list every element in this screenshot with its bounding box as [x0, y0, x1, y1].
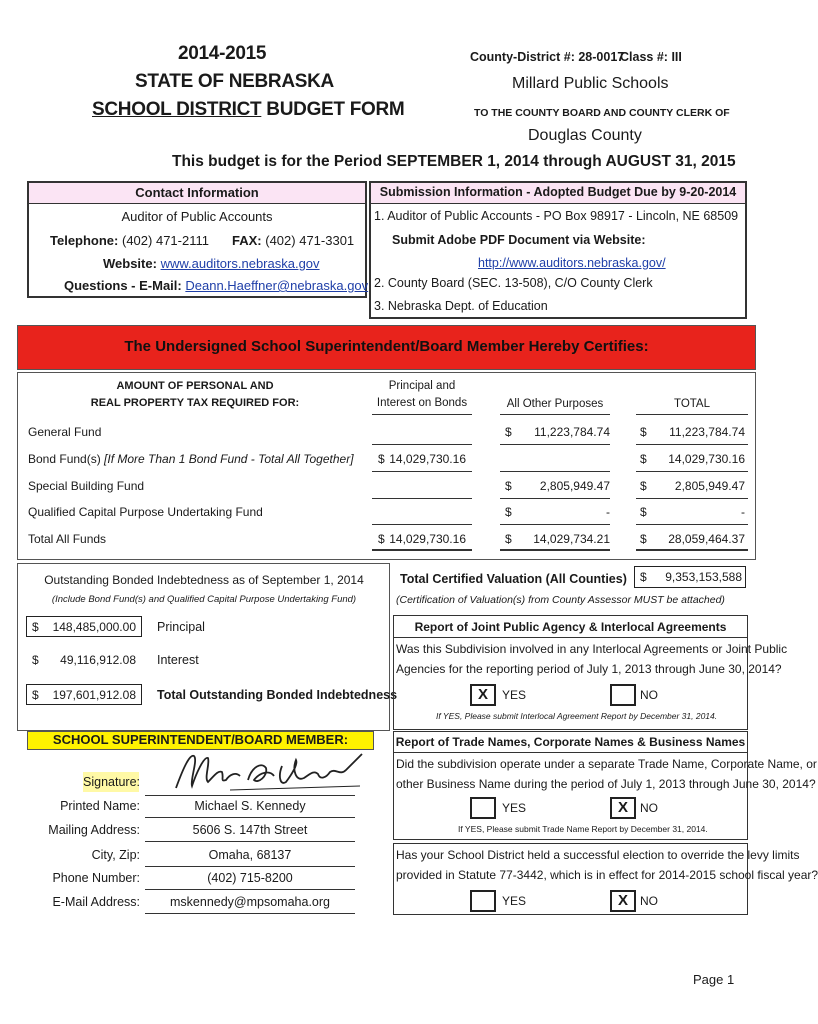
page-number: Page 1: [693, 972, 735, 987]
rule-pi-r2: [372, 498, 472, 499]
trade-yes-label: YES: [502, 801, 527, 815]
submission-line-2: 2. County Board (SEC. 13-508), C/O County Clerk: [374, 276, 653, 290]
interlocal-question-2: Agencies for the reporting period of July 1, 2013 through June 30, 2014?: [396, 662, 782, 676]
phone-value[interactable]: (402) 715-8200: [207, 871, 293, 885]
contact-telephone: [50, 233, 209, 248]
currency-sign: $: [640, 479, 647, 493]
submission-line-1: 1. Auditor of Public Accounts - PO Box 98917 - Lincoln, NE 68509: [374, 209, 739, 223]
contact-title: Contact Information: [135, 185, 259, 200]
row-label: Qualified Capital Purpose Undertaking Fund: [28, 505, 263, 519]
telephone-value: (402) 471-2111: [122, 233, 209, 248]
class-value: III: [671, 50, 682, 64]
city-value[interactable]: Omaha, 68137: [208, 848, 292, 862]
currency-sign: $: [32, 620, 39, 634]
email-link[interactable]: Deann.Haeffner@nebraska.gov: [185, 278, 369, 293]
bonded-box: [17, 563, 390, 731]
currency-sign: $: [505, 505, 512, 519]
row-total: 2,805,949.47: [674, 479, 745, 493]
row-total: 28,059,464.37: [668, 532, 745, 546]
bonded-title: Outstanding Bonded Indebtedness as of September 1, 2014: [44, 573, 364, 587]
trade-question-2: other Business Name during the period of July 1, 2013 through June 30, 2014?: [396, 777, 816, 791]
form-title-rest: BUDGET FORM: [261, 99, 405, 120]
rule-other-total: [500, 549, 610, 551]
city-rule: [145, 866, 355, 867]
mailing-rule: [145, 841, 355, 842]
contact-website: [103, 256, 320, 271]
trade-no-checkbox[interactable]: X: [610, 797, 636, 819]
telephone-label: Telephone:: [50, 233, 119, 248]
submission-url[interactable]: http://www.auditors.nebraska.gov/: [478, 256, 666, 270]
phone-label: Phone Number:: [52, 871, 140, 885]
currency-sign: $: [32, 653, 39, 667]
currency-sign: $: [640, 505, 647, 519]
contact-email: [64, 278, 368, 293]
submission-line-1b: Submit Adobe PDF Document via Website:: [392, 233, 646, 247]
currency-sign: $: [640, 532, 647, 546]
budget-period: This budget is for the Period SEPTEMBER 1, 2014 through AUGUST 31, 2015: [172, 153, 736, 170]
row-label: Special Building Fund: [28, 479, 145, 493]
rule-pi-r3: [372, 524, 472, 525]
mailing-label: Mailing Address:: [48, 823, 140, 837]
trade-note: If YES, Please submit Trade Name Report by December 31, 2014.: [458, 824, 708, 834]
row-other: 14,029,734.21: [533, 532, 610, 546]
county-district: [470, 50, 624, 64]
county-name: Douglas County: [528, 127, 642, 144]
printed-name-rule: [145, 817, 355, 818]
member-title: SCHOOL SUPERINTENDENT/BOARD MEMBER:: [52, 732, 349, 747]
interlocal-no-label: NO: [640, 688, 658, 702]
county-district-value: 28-0017: [578, 50, 625, 64]
trade-question-1: Did the subdivision operate under a separate Trade Name, Corporate Name, or: [396, 757, 817, 771]
row-other: 2,805,949.47: [539, 479, 610, 493]
levy-question-2: provided in Statute 77-3442, which is in effect for 2014-2015 school fiscal year?: [396, 868, 818, 882]
trade-yes-checkbox[interactable]: [470, 797, 496, 819]
col-pi-2: Interest on Bonds: [376, 397, 468, 409]
rule-total-r2: [636, 498, 748, 499]
certify-banner-text: The Undersigned School Superintendent/Board Member Hereby Certifies:: [124, 338, 649, 355]
rule-pi-r1: [372, 471, 472, 472]
rule-other-header: [500, 414, 610, 415]
submission-title: Submission Information - Adopted Budget Due by 9-20-2014: [379, 185, 737, 199]
rule-other-r3: [500, 524, 610, 525]
rule-pi-header: [372, 414, 472, 415]
rule-pi-total: [372, 549, 472, 551]
interlocal-yes-checkbox[interactable]: X: [470, 684, 496, 706]
principal-label: Principal: [157, 620, 205, 634]
tax-header-2: REAL PROPERTY TAX REQUIRED FOR:: [90, 397, 300, 409]
col-total: TOTAL: [674, 398, 710, 410]
printed-name-value[interactable]: Michael S. Kennedy: [194, 799, 306, 813]
currency-sign: $: [640, 425, 647, 439]
form-title: [92, 99, 404, 121]
currency-sign: $: [505, 479, 512, 493]
row-total: 11,223,784.74: [669, 425, 745, 439]
printed-name-label: Printed Name:: [60, 799, 140, 813]
trade-title-rule: [393, 752, 748, 753]
interlocal-question-1: Was this Subdivision involved in any Interlocal Agreements or Joint Public: [396, 642, 788, 656]
email-value[interactable]: mskennedy@mpsomaha.org: [170, 895, 330, 909]
valuation-note: (Certification of Valuation(s) from County Assessor MUST be attached): [396, 594, 725, 606]
rule-other-r2: [500, 498, 610, 499]
rule-other-r0: [500, 444, 610, 445]
county-district-label: County-District #:: [470, 50, 575, 64]
row-label-main: Bond Fund(s): [28, 452, 105, 466]
mailing-value[interactable]: 5606 S. 147th Street: [192, 823, 308, 837]
valuation-value: 9,353,153,588: [665, 570, 742, 584]
class-label: Class #:: [620, 50, 668, 64]
interlocal-yes-label: YES: [502, 688, 527, 702]
row-other: -: [606, 505, 610, 519]
principal-value: 148,485,000.00: [52, 620, 136, 634]
website-label: Website:: [103, 256, 157, 271]
signature-scribble: [170, 746, 370, 796]
col-pi-1: Principal and: [388, 380, 456, 392]
email-label: E-Mail Address:: [52, 895, 140, 909]
currency-sign: $: [378, 532, 385, 546]
interest-label: Interest: [157, 653, 199, 667]
row-label: General Fund: [28, 425, 102, 439]
row-other: 11,223,784.74: [534, 425, 610, 439]
rule-total-r3: [636, 524, 748, 525]
class-number: [620, 50, 682, 64]
currency-sign: $: [640, 452, 647, 466]
bonded-subtitle: (Include Bond Fund(s) and Qualified Capital Purpose Undertaking Fund): [51, 594, 357, 605]
currency-sign: $: [32, 688, 39, 702]
rule-total-total: [636, 549, 748, 551]
email-rule: [145, 913, 355, 914]
signature-field[interactable]: [170, 746, 370, 796]
form-year: 2014-2015: [178, 43, 267, 64]
currency-sign: $: [505, 532, 512, 546]
levy-question-1: Has your School District held a successful election to override the levy limits: [396, 848, 800, 862]
row-total: -: [741, 505, 745, 519]
row-label: [28, 452, 354, 466]
total-bonded-label: Total Outstanding Bonded Indebtedness: [157, 688, 398, 702]
currency-sign: $: [505, 425, 512, 439]
interlocal-no-checkbox[interactable]: [610, 684, 636, 706]
fax-value: (402) 471-3301: [265, 233, 355, 248]
contact-office: Auditor of Public Accounts: [121, 209, 273, 224]
interlocal-title: Report of Joint Public Agency & Interlocal Agreements: [414, 620, 727, 634]
interlocal-title-rule: [393, 637, 748, 638]
phone-rule: [145, 889, 355, 890]
interlocal-note: If YES, Please submit Interlocal Agreement Report by December 31, 2014.: [436, 711, 718, 721]
currency-sign: $: [640, 570, 647, 584]
state-title: STATE OF NEBRASKA: [135, 71, 334, 92]
levy-no-label: NO: [640, 894, 658, 908]
levy-no-checkbox[interactable]: X: [610, 890, 636, 912]
rule-other-r1: [500, 471, 610, 472]
total-bonded-value: 197,601,912.08: [52, 688, 136, 702]
trade-no-label: NO: [640, 801, 658, 815]
submission-line-3: 3. Nebraska Dept. of Education: [374, 299, 548, 313]
row-total: 14,029,730.16: [668, 452, 745, 466]
currency-sign: $: [378, 452, 385, 466]
levy-yes-checkbox[interactable]: [470, 890, 496, 912]
row-pi: 14,029,730.16: [389, 532, 466, 546]
city-label: City, Zip:: [91, 848, 140, 862]
contact-fax: [232, 233, 354, 248]
fax-label: FAX:: [232, 233, 262, 248]
row-label: Total All Funds: [28, 532, 107, 546]
tax-header-1: AMOUNT OF PERSONAL AND: [116, 380, 274, 392]
to-county-line: TO THE COUNTY BOARD AND COUNTY CLERK OF: [474, 107, 730, 119]
rule-total-r0: [636, 444, 748, 445]
row-pi: 14,029,730.16: [389, 452, 466, 466]
row-label-note: [If More Than 1 Bond Fund - Total All Together]: [104, 452, 354, 466]
form-title-underlined: SCHOOL DISTRICT: [92, 99, 262, 120]
col-other: All Other Purposes: [506, 398, 604, 410]
signature-label: Signature:: [83, 775, 140, 789]
rule-total-header: [636, 414, 748, 415]
trade-title: Report of Trade Names, Corporate Names & Business Names: [395, 735, 746, 749]
rule-pi-r0: [372, 444, 472, 445]
rule-total-r1: [636, 471, 748, 472]
interest-value: 49,116,912.08: [60, 653, 136, 667]
email-label: Questions - E-Mail:: [64, 278, 182, 293]
district-name: Millard Public Schools: [512, 75, 669, 92]
valuation-label: Total Certified Valuation (All Counties): [400, 572, 627, 586]
website-link[interactable]: www.auditors.nebraska.gov: [160, 256, 320, 271]
signature-rule: [145, 795, 355, 796]
levy-yes-label: YES: [502, 894, 527, 908]
